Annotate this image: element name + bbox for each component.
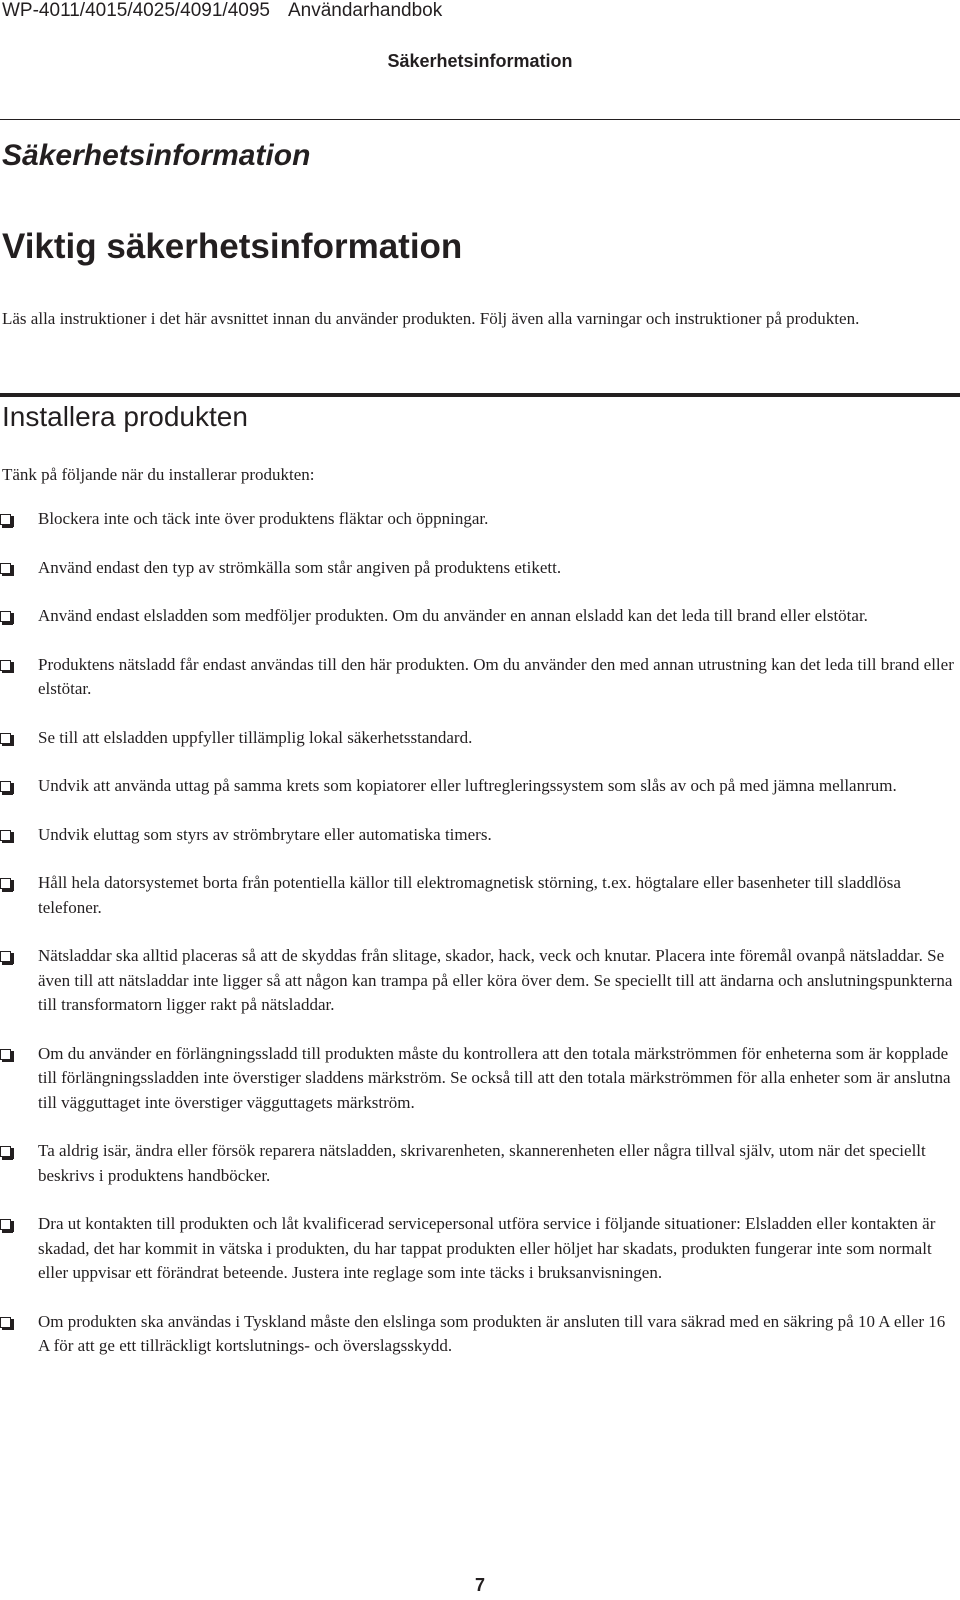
header-divider xyxy=(0,119,960,120)
checkbox-bullet-icon xyxy=(0,1219,11,1230)
list-item-text: Använd endast den typ av strömkälla som står angiven på produktens etikett. xyxy=(38,557,562,577)
checkbox-bullet-icon xyxy=(0,514,11,525)
page-number: 7 xyxy=(474,1575,485,1595)
checkbox-bullet-icon xyxy=(0,951,11,962)
list-item-text: Blockera inte och täck inte över produktens fläktar och öppningar. xyxy=(38,509,489,528)
checkbox-bullet-icon xyxy=(0,830,11,841)
list-item-text: Produktens nätsladd får endast användas till den här produkten. Om du använder den med annan utrustning kan det leda till brand eller elstötar. xyxy=(38,654,954,698)
list-item xyxy=(0,556,958,581)
list-item xyxy=(0,653,958,702)
list-item-text: Om produkten ska användas i Tyskland måste den elslinga som produkten är ansluten till vara säkrad med en säkring på 10 A eller 16 A för att ge ett tillräckligt kortslutnings- och överslagsskydd. xyxy=(38,1311,946,1355)
list-item-text: Dra ut kontakten till produkten och låt kvalificerad servicepersonal utföra service i följande situationer: Elsladden eller kontakten är skadad, det har kommit in vätska i produkten, du har tappat produkten eller höljet har skadats, produkten fungerar inte som normalt eller uppvisar ett förändrat beteende. Justera inte reglage som inte täcks i bruksanvisningen. xyxy=(38,1214,936,1282)
list-item-text: Håll hela datorsystemet borta från potentiella källor till elektromagnetisk störning, t.ex. högtalare eller basenheter till sladdlösa telefoner. xyxy=(38,873,901,917)
checkbox-bullet-icon xyxy=(0,563,11,574)
list-item-text: Ta aldrig isär, ändra eller försök reparera nätsladden, skrivarenheten, skannerenheten eller några tillval själv, utom när det speciellt beskrivs i produktens handböcker. xyxy=(38,1141,926,1185)
safety-list xyxy=(0,507,960,1383)
running-header xyxy=(2,0,442,22)
list-item xyxy=(0,774,958,799)
checkbox-bullet-icon xyxy=(0,781,11,792)
intro-paragraph: Läs alla instruktioner i det här avsnittet innan du använder produkten. Följ även alla varningar och instruktioner på produkten. xyxy=(2,309,860,328)
list-item xyxy=(0,871,958,920)
list-item xyxy=(0,1042,958,1116)
checkbox-bullet-icon xyxy=(0,611,11,622)
list-item xyxy=(0,1310,958,1359)
section-title: Viktig säkerhetsinformation xyxy=(2,227,463,266)
checkbox-bullet-icon xyxy=(0,660,11,671)
list-item xyxy=(0,1139,958,1188)
subsection-divider xyxy=(0,393,960,397)
checkbox-bullet-icon xyxy=(0,1146,11,1157)
manual-label: Användarhandbok xyxy=(287,0,443,21)
chapter-title: Säkerhetsinformation xyxy=(2,139,311,172)
model-label: WP-4011/4015/4025/4091/4095 xyxy=(2,0,270,21)
list-item-text: Om du använder en förlängningssladd till produkten måste du kontrollera att den totala märkströmmen för enheterna som är kopplade till förlängningssladden inte överstiger sladdens märkström. Se också till att den totala märkströmmen för alla enheter som är anslutna till vägguttaget inte överstiger vägguttagets märkström. xyxy=(38,1043,951,1112)
checkbox-bullet-icon xyxy=(0,1049,11,1060)
list-item-text: Undvik eluttag som styrs av strömbrytare eller automatiska timers. xyxy=(38,824,492,844)
list-item-text: Nätsladdar ska alltid placeras så att de skyddas från slitage, skador, hack, veck och knutar. Placera inte föremål ovanpå nätsladdar. Se även till att nätsladdar inte ligger så att någon kan trampa på eller köra över dem. Se speciellt till att ändarna och anslutningspunkterna till transformatorn ligger rakt på nätsladdar. xyxy=(38,946,953,1014)
list-item-text: Använd endast elsladden som medföljer produkten. Om du använder en annan elsladd kan det leda till brand eller elstötar. xyxy=(38,606,868,625)
list-item xyxy=(0,823,958,848)
list-item xyxy=(0,1212,958,1286)
lead-paragraph: Tänk på följande när du installerar produkten: xyxy=(2,465,315,484)
list-item xyxy=(0,604,958,629)
checkbox-bullet-icon xyxy=(0,878,11,889)
list-item xyxy=(0,944,958,1018)
checkbox-bullet-icon xyxy=(0,733,11,744)
header-section-title: Säkerhetsinformation xyxy=(387,51,573,71)
list-item xyxy=(0,507,958,532)
list-item xyxy=(0,726,958,751)
list-item-text: Undvik att använda uttag på samma krets som kopiatorer eller luftregleringssystem som slås av och på med jämna mellanrum. xyxy=(38,776,897,795)
list-item-text: Se till att elsladden uppfyller tillämplig lokal säkerhetsstandard. xyxy=(38,727,473,747)
subsection-title: Installera produkten xyxy=(2,401,248,432)
checkbox-bullet-icon xyxy=(0,1317,11,1328)
